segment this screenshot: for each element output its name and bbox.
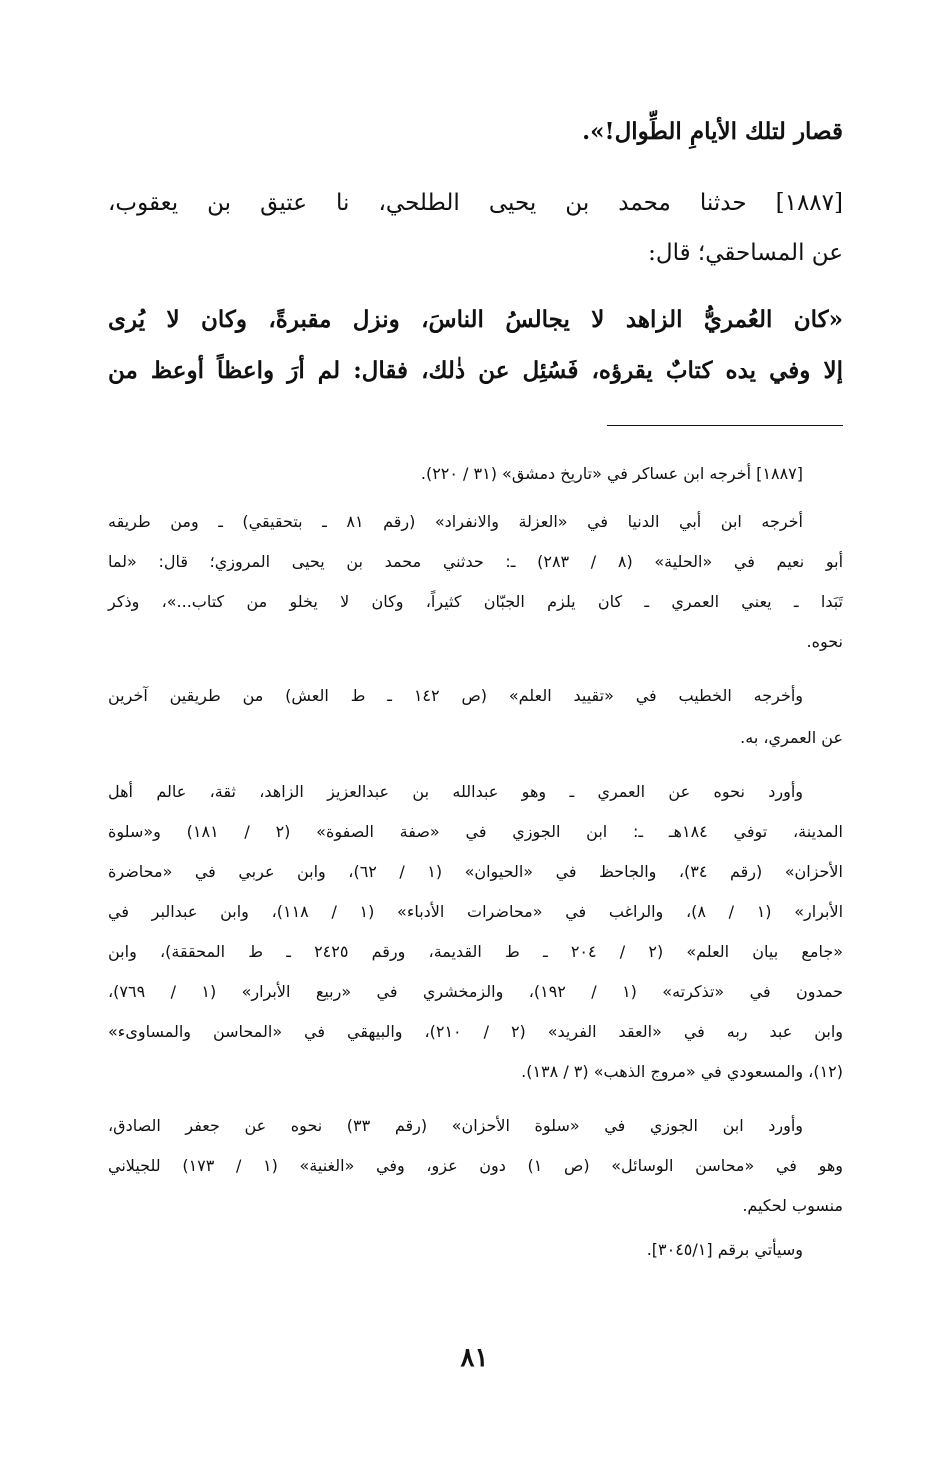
- footnote-line-4: تَبَدا ـ يعني العمري ـ كان يلزم الجبّان كثيراً، وكان لا يخلو من كتاب...»، وذكر: [108, 592, 843, 611]
- footnote-line-16: وأورد ابن الجوزي في «سلوة الأحزان» (رقم ٣٣) نحوه عن جعفر الصادق،: [108, 1116, 803, 1135]
- footnote-line-19: وسيأتي برقم [٣٠٤٥/١].: [646, 1240, 803, 1259]
- footnote-line-3: أبو نعيم في «الحلية» (٨ / ٢٨٣) ـ: حدثني محمد بن يحيى المروزي؛ قال: «لما: [108, 552, 844, 571]
- main-text-line-4: «كان العُمريُّ الزاهد لا يجالسُ الناسَ، ونزل مقبرةً، وكان لا يُرى: [108, 306, 843, 333]
- footnote-line-10: الأحزان» (رقم ٣٤)، والجاحظ في «الحيوان» (١ / ٦٢)، وابن عربي في «محاضرة: [108, 862, 844, 881]
- page-number: ٨١: [460, 1343, 489, 1373]
- main-text-line-5: إلا وفي يده كتابٌ يقرؤه، فَسُئِل عن ذٰلك، فقال: لم أرَ واعظاً أوعظ من: [108, 357, 843, 384]
- main-text-line-3: عن المساحقي؛ قال:: [648, 240, 843, 266]
- footnote-line-18: منسوب لحكيم.: [742, 1196, 843, 1215]
- footnote-line-17: وهو في «محاسن الوسائل» (ص ١) دون عزو، وفي «الغنية» (١ / ١٧٣) للجيلاني: [108, 1156, 843, 1175]
- footnote-line-1: [١٨٨٧] أخرجه ابن عساكر في «تاريخ دمشق» (٣١ / ٢٢٠).: [420, 464, 803, 483]
- main-text-line-2: [١٨٨٧] حدثنا محمد بن يحيى الطلحي، نا عتيق بن يعقوب،: [108, 190, 843, 216]
- footnote-line-9: المدينة، توفي ١٨٤هـ ـ: ابن الجوزي في «صفة الصفوة» (٢ / ١٨١) و«سلوة: [108, 822, 843, 841]
- footnote-line-15: (١٢)، والمسعودي في «مروج الذهب» (٣ / ١٣٨).: [521, 1062, 843, 1081]
- footnote-line-8: وأورد نحوه عن العمري ـ وهو عبدالله بن عبدالعزيز الزاهد، ثقة، عالم أهل: [108, 782, 803, 801]
- footnote-line-6: وأخرجه الخطيب في «تقييد العلم» (ص ١٤٢ ـ ط العش) من طريقين آخرين: [108, 686, 804, 705]
- footnote-separator: [607, 425, 843, 426]
- footnote-line-12: «جامع بيان العلم» (٢ / ٢٠٤ ـ ط القديمة، ورقم ٢٤٢٥ ـ ط المحققة)، وابن: [108, 942, 844, 961]
- footnote-line-2: أخرجه ابن أبي الدنيا في «العزلة والانفراد» (رقم ٨١ ـ بتحقيقي) ـ ومن طريقه: [108, 512, 804, 531]
- footnote-line-13: حمدون في «تذكرته» (١ / ١٩٢)، والزمخشري في «ربيع الأبرار» (١ / ٧٦٩)،: [108, 982, 844, 1001]
- footnote-line-14: وابن عبد ربه في «العقد الفريد» (٢ / ٢١٠)، والبيهقي في «المحاسن والمساوىء»: [108, 1022, 843, 1041]
- footnote-line-7: عن العمري، به.: [740, 728, 843, 747]
- footnote-line-5: نحوه.: [806, 632, 843, 651]
- main-text-line-1: قصار لتلك الأيامِ الطِّوال!».: [582, 118, 843, 145]
- footnote-line-11: الأبرار» (١ / ٨)، والراغب في «محاضرات الأدباء» (١ / ١١٨)، وابن عبدالبر في: [108, 902, 844, 921]
